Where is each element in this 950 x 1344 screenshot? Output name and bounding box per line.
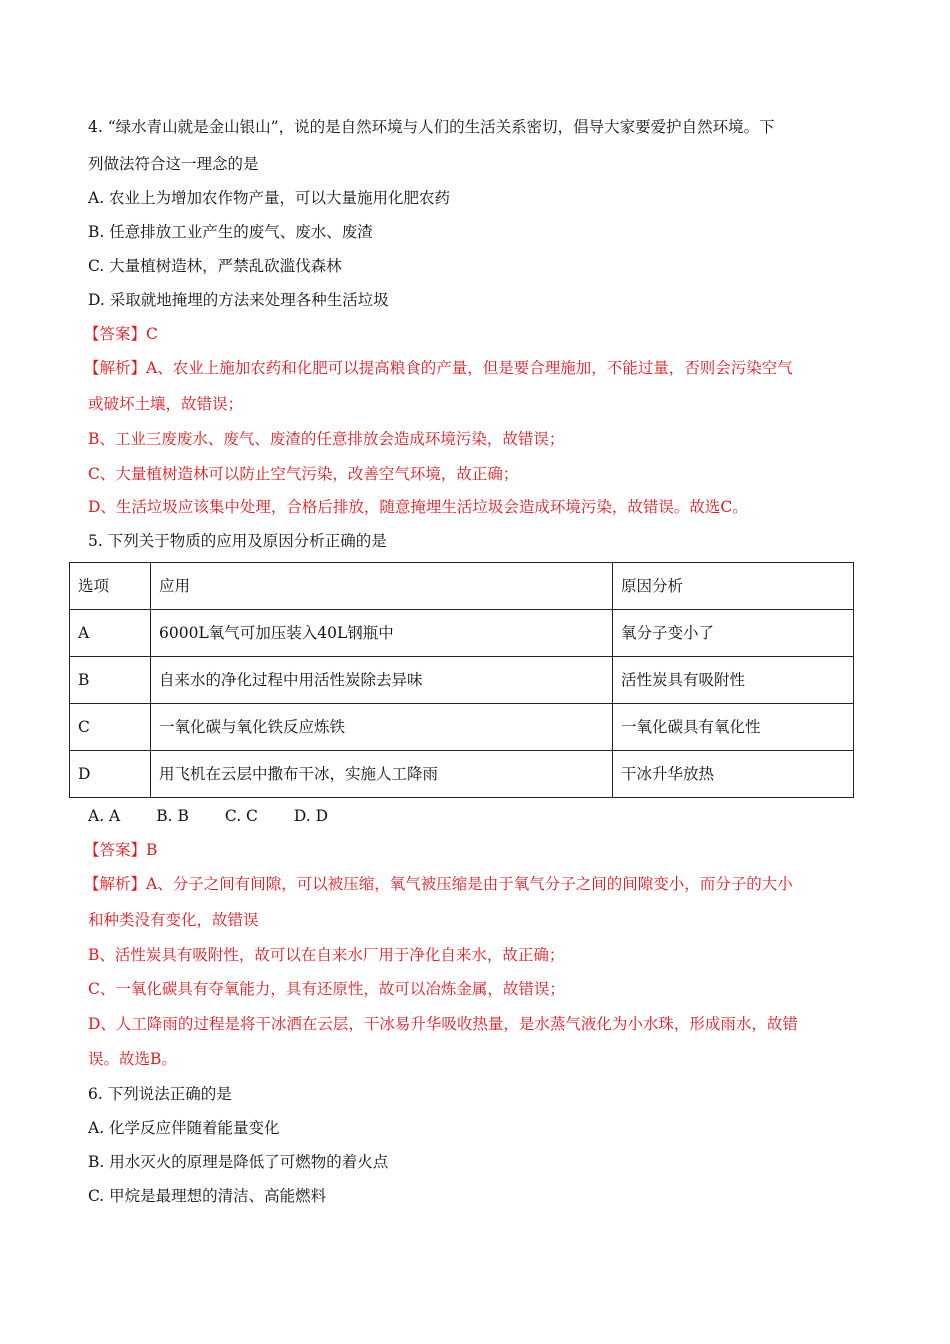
- q5-analysis-line1: [84, 873, 793, 895]
- q4-analysis-line2: 或破坏土壤，故错误；: [88, 395, 244, 413]
- q4-answer: [84, 323, 158, 345]
- q4-option-a: A. 农业上为增加农作物产量，可以大量施用化肥农药: [88, 189, 451, 207]
- table-header-application: 应用: [151, 563, 613, 610]
- table-cell-option: D: [70, 751, 151, 798]
- table-row: [70, 610, 854, 657]
- q4-option-c: C. 大量植树造林，严禁乱砍滥伐森林: [88, 257, 342, 275]
- q5-choice-d: D. D: [293, 807, 329, 825]
- table-row: [70, 751, 854, 798]
- q5-analysis-tag: 【解析】: [84, 875, 147, 893]
- table-cell-application: 一氧化碳与氧化铁反应炼铁: [151, 704, 613, 751]
- q5-analysis-b: B、活性炭具有吸附性，故可以在自来水厂用于净化自来水，故正确；: [88, 946, 565, 964]
- table-cell-application: 6000L氧气可加压装入40L钢瓶中: [151, 610, 613, 657]
- q4-stem-line2: 列做法符合这一理念的是: [88, 155, 259, 173]
- q5-stem: 5. 下列关于物质的应用及原因分析正确的是: [88, 532, 387, 550]
- q4-analysis-text1: A、农业上施加农药和化肥可以提高粮食的产量，但是要合理施加，不能过量，否则会污染空气: [146, 359, 793, 377]
- table-header-row: [70, 563, 854, 610]
- q5-options-table: [69, 562, 854, 798]
- q5-choices: [88, 805, 364, 827]
- q4-answer-tag: 【答案】: [84, 325, 147, 343]
- q5-analysis-line2: 和种类没有变化，故错误: [88, 911, 259, 929]
- q4-option-b: B. 任意排放工业产生的废气、废水、废渣: [88, 223, 373, 241]
- q4-analysis-c: C、大量植树造林可以防止空气污染，改善空气环境，故正确；: [88, 465, 519, 483]
- q5-analysis-c: C、一氧化碳具有夺氧能力，具有还原性，故可以冶炼金属，故错误；: [88, 980, 565, 998]
- table-cell-option: B: [70, 657, 151, 704]
- q6-option-a: A. 化学反应伴随着能量变化: [88, 1119, 280, 1137]
- table-header-option: 选项: [70, 563, 151, 610]
- table-cell-reason: 一氧化碳具有氧化性: [613, 704, 854, 751]
- q4-option-d: D. 采取就地掩埋的方法来处理各种生活垃圾: [88, 291, 389, 309]
- q5-choice-b: B. B: [156, 807, 189, 825]
- table-row: [70, 704, 854, 751]
- table-cell-application: 自来水的净化过程中用活性炭除去异味: [151, 657, 613, 704]
- q5-choice-a: A. A: [88, 807, 121, 825]
- q4-analysis-b: B、工业三废废水、废气、废渣的任意排放会造成环境污染，故错误；: [88, 430, 565, 448]
- q6-stem: 6. 下列说法正确的是: [88, 1085, 232, 1103]
- q4-answer-value: C: [146, 325, 158, 343]
- table-cell-reason: 干冰升华放热: [613, 751, 854, 798]
- q5-answer: [84, 839, 157, 861]
- table-cell-option: C: [70, 704, 151, 751]
- q4-analysis-tag: 【解析】: [84, 359, 147, 377]
- table-cell-option: A: [70, 610, 151, 657]
- table-header-reason: 原因分析: [613, 563, 854, 610]
- q6-option-b: B. 用水灭火的原理是降低了可燃物的着火点: [88, 1153, 389, 1171]
- q5-answer-value: B: [146, 841, 158, 859]
- table-cell-reason: 活性炭具有吸附性: [613, 657, 854, 704]
- q4-stem-line1: 4. “绿水青山就是金山银山”，说的是自然环境与人们的生活关系密切，倡导大家要爱护自然环境。下: [88, 118, 775, 136]
- table-row: [70, 657, 854, 704]
- table-cell-reason: 氧分子变小了: [613, 610, 854, 657]
- q6-option-c: C. 甲烷是最理想的清洁、高能燃料: [88, 1187, 327, 1205]
- q5-analysis-d-line2: 误。故选B。: [88, 1050, 177, 1068]
- q5-analysis-d-line1: D、人工降雨的过程是将干冰洒在云层，干冰易升华吸收热量，是水蒸气液化为小水珠，形成雨水，故错: [88, 1015, 798, 1033]
- q5-analysis-text1: A、分子之间有间隙，可以被压缩，氧气被压缩是由于氧气分子之间的间隙变小，而分子的大小: [146, 875, 793, 893]
- q4-analysis-line1: [84, 357, 793, 379]
- table-cell-application: 用飞机在云层中撒布干冰，实施人工降雨: [151, 751, 613, 798]
- q4-analysis-d: D、生活垃圾应该集中处理，合格后排放，随意掩埋生活垃圾会造成环境污染，故错误。故选C。: [88, 498, 748, 516]
- q5-answer-tag: 【答案】: [84, 841, 147, 859]
- q5-choice-c: C. C: [224, 807, 258, 825]
